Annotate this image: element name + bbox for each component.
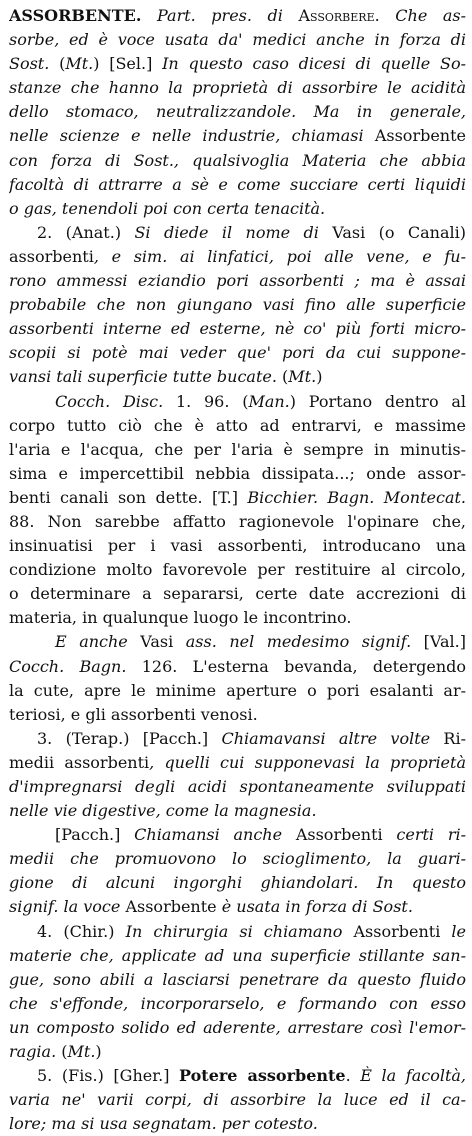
italic-run: rono ammessi eziandio pori assorbenti ; ma è assai <box>9 271 466 291</box>
entry-line <box>9 76 466 100</box>
entry-line <box>9 317 466 341</box>
entry-line <box>9 1112 466 1136</box>
italic-run: Mt. <box>67 1042 96 1062</box>
italic-run: Part. pres. di <box>141 6 299 25</box>
text-run: 1. 96. ( <box>163 391 249 411</box>
entry-line <box>9 365 466 389</box>
italic-run: sorbe, ed è voce usata da' medici anche in forza di <box>9 30 466 50</box>
text-run: ) <box>316 367 323 387</box>
entry-line <box>9 679 466 703</box>
text-run: ) <box>95 1042 102 1062</box>
entry-line <box>9 486 466 510</box>
text-run: 3. (Terap.) [Pacch.] <box>37 728 222 748</box>
entry-line <box>9 100 466 124</box>
italic-run: varia ne' varii corpi, di assorbire la luce ed il ca- <box>9 1090 466 1110</box>
text-run: 4. (Chir.) <box>37 921 126 941</box>
italic-run: stanze che hanno la proprietà di assorbire le acidità <box>9 78 466 98</box>
entry-line <box>9 1088 466 1112</box>
entry-line <box>9 149 466 173</box>
text-run: ( <box>49 54 66 74</box>
text-run: Vasi <box>140 632 186 652</box>
entry-line <box>9 871 466 895</box>
italic-run: o gas, tenendoli poi con certa tenacità. <box>9 198 326 218</box>
italic-run: Si diede il nome di <box>134 222 333 242</box>
italic-run: E anche <box>55 632 141 652</box>
italic-run: Cocch. Bagn. <box>9 656 127 676</box>
entry-line <box>9 269 466 293</box>
italic-run: scopii si potè mai veder que' pori da cui suppone- <box>9 343 466 363</box>
text-run: teriosi, e gli assorbenti venosi. <box>9 704 258 724</box>
italic-run: è usata in forza di Sost. <box>221 897 413 917</box>
italic-run: Che as- <box>395 6 466 25</box>
entry-line <box>9 847 466 871</box>
entry-line <box>9 944 466 968</box>
italic-run: Sost. <box>9 54 50 74</box>
text-run: Vasi (o Canali) <box>332 222 466 242</box>
bold-term: Potere assorbente <box>179 1066 346 1086</box>
entry-line <box>9 895 466 919</box>
italic-run: , quelli cui supponevasi la proprietà <box>149 752 466 772</box>
entry-line <box>9 558 466 582</box>
italic-run: un composto solido ed aderente, arrestare così l'emor- <box>9 1017 466 1037</box>
entry-line <box>9 414 466 438</box>
text-run: Assorbenti <box>295 825 397 845</box>
italic-run: materie che, applicate ad una superficie stillante san- <box>9 945 466 965</box>
text-run: sima e impercettibil nebbia dissipata...; onde assor- <box>9 463 466 483</box>
entry-line <box>9 534 466 558</box>
italic-run: gione di alcuni ingorghi ghiandolari. In questo <box>9 873 466 893</box>
italic-run: nelle vie digestive, come la magnesia. <box>9 801 317 821</box>
text-run: la cute, apre le minime aperture o pori esalanti ar- <box>9 680 466 700</box>
entry-line <box>9 124 466 148</box>
italic-run: che s'effonde, incorporarselo, e formando con esso <box>9 993 466 1013</box>
entry-line <box>9 823 466 847</box>
entry-line <box>9 197 466 221</box>
italic-run: Mt. <box>65 54 94 74</box>
italic-run: ass. nel medesimo signif. <box>185 632 412 652</box>
entry-line <box>9 920 466 944</box>
italic-run: dello stomaco, neutralizzandole. Ma in generale, <box>9 102 466 122</box>
entry-line <box>9 799 466 823</box>
entry-line <box>9 173 466 197</box>
text-run: 88. Non sarebbe affatto ragionevole l'opinare che, <box>9 511 466 531</box>
italic-run: facoltà di attrarre a sè e come succiare certi liquidi <box>9 174 466 194</box>
text-run: [Val.] <box>411 632 466 652</box>
entry-line <box>9 968 466 992</box>
text-run: insinuatisi per i vasi assorbenti, introducano una <box>9 536 466 556</box>
italic-run: d'impregnarsi degli acidi spontaneamente sviluppati <box>9 777 466 796</box>
entry-line <box>9 775 466 799</box>
italic-run: signif. la voce <box>9 897 126 917</box>
italic-run: ragia. <box>9 1042 57 1062</box>
text-run: Assorbente <box>374 126 466 146</box>
italic-run: In chirurgia si chiamano <box>125 921 354 941</box>
italic-run: È la facoltà, <box>360 1066 466 1086</box>
italic-run: nelle scienze e nelle industrie, chiamasi <box>9 126 375 146</box>
italic-run: vansi tali superficie tutte bucate. <box>9 367 277 387</box>
text-run: 2. (Anat.) <box>37 222 135 242</box>
italic-run: assorbenti interne ed esterne, nè co' più forti micro- <box>9 319 466 339</box>
entry-line <box>9 1016 466 1040</box>
entry-line <box>9 293 466 317</box>
text-run: 126. L'esterna bevanda, detergendo <box>126 656 466 676</box>
italic-run: Man. <box>248 391 290 411</box>
entry-line <box>9 703 466 727</box>
entry-line <box>9 751 466 775</box>
italic-run: Mt. <box>288 367 317 387</box>
entry-line <box>9 341 466 365</box>
headword: ASSORBENTE. <box>9 6 142 25</box>
entry-line <box>9 655 466 679</box>
text-run: benti canali son dette. [T.] <box>9 487 248 507</box>
text-run: ) [Sel.] <box>93 54 163 74</box>
entry-line <box>9 606 466 630</box>
entry-line <box>9 630 466 654</box>
small-caps-term: Assorbere <box>298 6 375 25</box>
entry-line <box>9 582 466 606</box>
entry-line <box>9 52 466 76</box>
text-run: assorbenti <box>9 246 94 266</box>
text-run: . <box>345 1066 361 1086</box>
italic-run: le <box>451 921 466 941</box>
italic-run: gue, sono abili a lasciarsi penetrare da questo fluido <box>9 969 466 989</box>
italic-run: Bicchier. Bagn. Montecat. <box>247 487 466 507</box>
text-run: [Pacch.] <box>55 825 135 845</box>
italic-run: Chiamansi anche <box>134 825 296 845</box>
italic-run: Chiamavansi altre volte <box>221 728 444 748</box>
entry-line <box>9 510 466 534</box>
text-run: medii assorbenti <box>9 752 150 772</box>
entry-line <box>9 28 466 52</box>
entry-line <box>9 1040 466 1064</box>
italic-run: In questo caso dicesi di quelle So- <box>162 54 466 74</box>
text-run: ) Portano dentro al <box>289 391 466 411</box>
entry-line <box>9 727 466 751</box>
text-run: corpo tutto ciò che è atto ad entrarvi, e massime <box>9 415 466 435</box>
entry-line <box>9 462 466 486</box>
dictionary-entry <box>9 4 466 1136</box>
text-run: . <box>374 6 396 25</box>
italic-run: certi ri- <box>396 825 466 845</box>
entry-line <box>9 438 466 462</box>
entry-line <box>9 4 466 28</box>
italic-run: lore; ma si usa segnatam. per cotesto. <box>9 1114 318 1134</box>
entry-line <box>9 390 466 414</box>
italic-run: medii che promuovono lo scioglimento, la guari- <box>9 849 466 869</box>
text-run: ( <box>276 367 289 387</box>
text-run: l'aria e l'acqua, che per l'aria è sempre in minutis- <box>9 439 466 459</box>
text-run: ( <box>56 1042 68 1062</box>
entry-line <box>9 221 466 245</box>
text-run: 5. (Fis.) [Gher.] <box>37 1066 180 1086</box>
entry-line <box>9 992 466 1016</box>
text-run: condizione molto favorevole per restituire al circolo, <box>9 560 466 580</box>
italic-run: probabile che non giungano vasi fino alle superficie <box>9 295 466 315</box>
italic-run: Cocch. Disc. <box>55 391 164 411</box>
italic-run: , e sim. ai linfatici, poi alle vene, e fu- <box>93 246 466 266</box>
text-run: materia, in qualunque luogo le incontrino. <box>9 608 352 628</box>
entry-line <box>9 1064 466 1088</box>
text-run: o determinare a separarsi, certe date accrezioni di <box>9 584 466 604</box>
entry-line <box>9 245 466 269</box>
text-run: Ri- <box>443 728 466 748</box>
text-run: Assorbente <box>125 897 222 917</box>
italic-run: con forza di Sost., qualsivoglia Materia che abbia <box>9 150 466 170</box>
text-run: Assorbenti <box>353 921 452 941</box>
